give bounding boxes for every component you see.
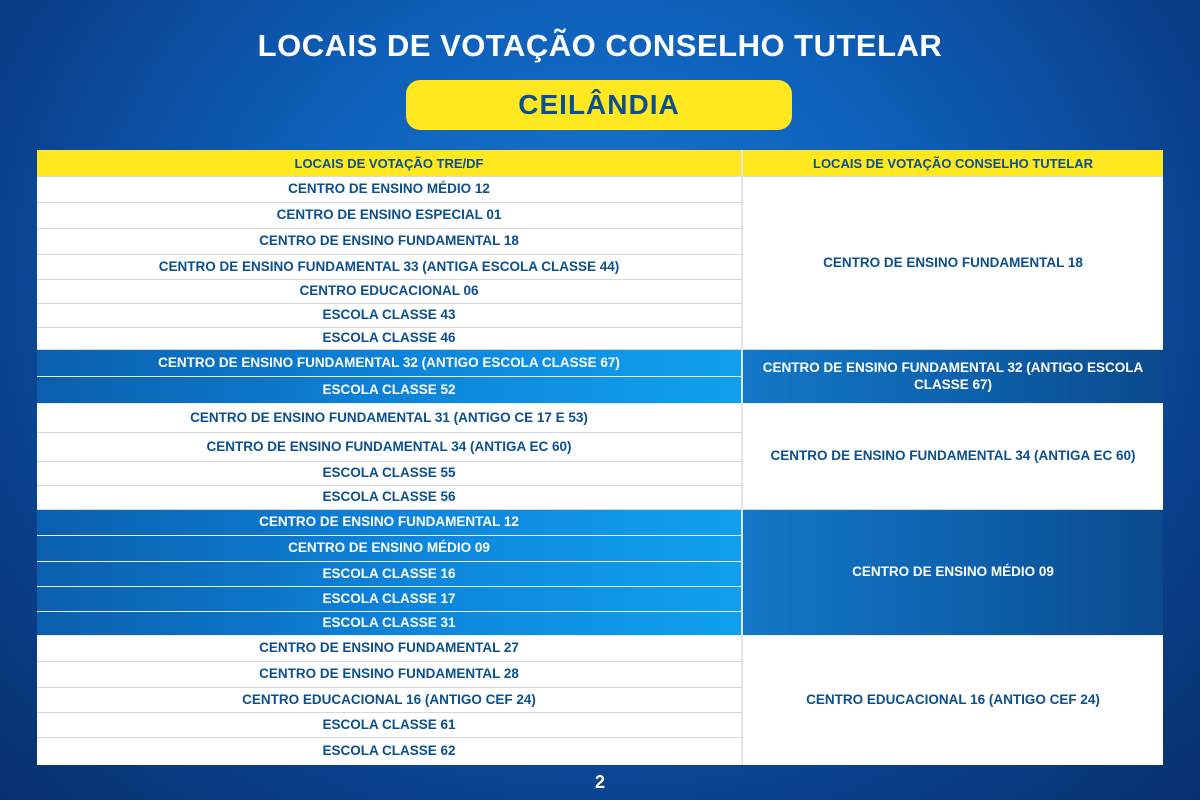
merged-cell: CENTRO DE ENSINO FUNDAMENTAL 32 (ANTIGO ESCOLA CLASSE 67) [743, 350, 1163, 404]
table-row: CENTRO DE ENSINO MÉDIO 12 [37, 177, 743, 203]
merged-cell: CENTRO EDUCACIONAL 16 (ANTIGO CEF 24) [806, 692, 1100, 708]
region-label: CEILÂNDIA [518, 89, 680, 120]
table-row: ESCOLA CLASSE 56 [37, 486, 743, 510]
merged-cell: CENTRO DE ENSINO MÉDIO 09 [743, 510, 1163, 636]
region-badge [406, 80, 792, 130]
table-row: CENTRO DE ENSINO FUNDAMENTAL 33 (ANTIGA ESCOLA CLASSE 44) [37, 255, 743, 280]
voting-locations-table [37, 150, 1163, 765]
table-row: CENTRO DE ENSINO FUNDAMENTAL 31 (ANTIGO CE 17 E 53) [37, 404, 743, 433]
column-header-conselho: LOCAIS DE VOTAÇÃO CONSELHO TUTELAR [743, 150, 1163, 177]
table-row: CENTRO EDUCACIONAL 06 [37, 280, 743, 304]
table-row: ESCOLA CLASSE 31 [37, 612, 743, 636]
page-title: LOCAIS DE VOTAÇÃO CONSELHO TUTELAR [257, 28, 943, 63]
table-row: CENTRO DE ENSINO MÉDIO 09 [37, 536, 743, 562]
merged-cell: CENTRO DE ENSINO FUNDAMENTAL 34 (ANTIGA EC 60) [743, 404, 1163, 510]
table-row: ESCOLA CLASSE 17 [37, 587, 743, 612]
page-number: 2 [594, 772, 605, 792]
table-row: CENTRO DE ENSINO FUNDAMENTAL 32 (ANTIGO ESCOLA CLASSE 67) [37, 350, 743, 377]
table-row: CENTRO DE ENSINO FUNDAMENTAL 27 [37, 636, 743, 662]
table-row: CENTRO DE ENSINO FUNDAMENTAL 12 [37, 510, 743, 536]
table-row: CENTRO DE ENSINO FUNDAMENTAL 34 (ANTIGA EC 60) [37, 433, 743, 462]
table-row: CENTRO EDUCACIONAL 16 (ANTIGO CEF 24) [37, 688, 743, 713]
table-row: ESCOLA CLASSE 43 [37, 304, 743, 328]
table-row: ESCOLA CLASSE 52 [37, 377, 743, 404]
table-row: CENTRO DE ENSINO ESPECIAL 01 [37, 203, 743, 229]
table-row: ESCOLA CLASSE 62 [37, 738, 743, 765]
table-row: ESCOLA CLASSE 16 [37, 562, 743, 587]
table-row: ESCOLA CLASSE 55 [37, 462, 743, 486]
table-row: CENTRO DE ENSINO FUNDAMENTAL 28 [37, 662, 743, 688]
column-header-tre: LOCAIS DE VOTAÇÃO TRE/DF [37, 150, 743, 177]
table-row: ESCOLA CLASSE 46 [37, 328, 743, 350]
table-row: ESCOLA CLASSE 61 [37, 713, 743, 738]
table-row: CENTRO DE ENSINO FUNDAMENTAL 18 [37, 229, 743, 255]
merged-cell: CENTRO DE ENSINO FUNDAMENTAL 18 [743, 177, 1163, 350]
